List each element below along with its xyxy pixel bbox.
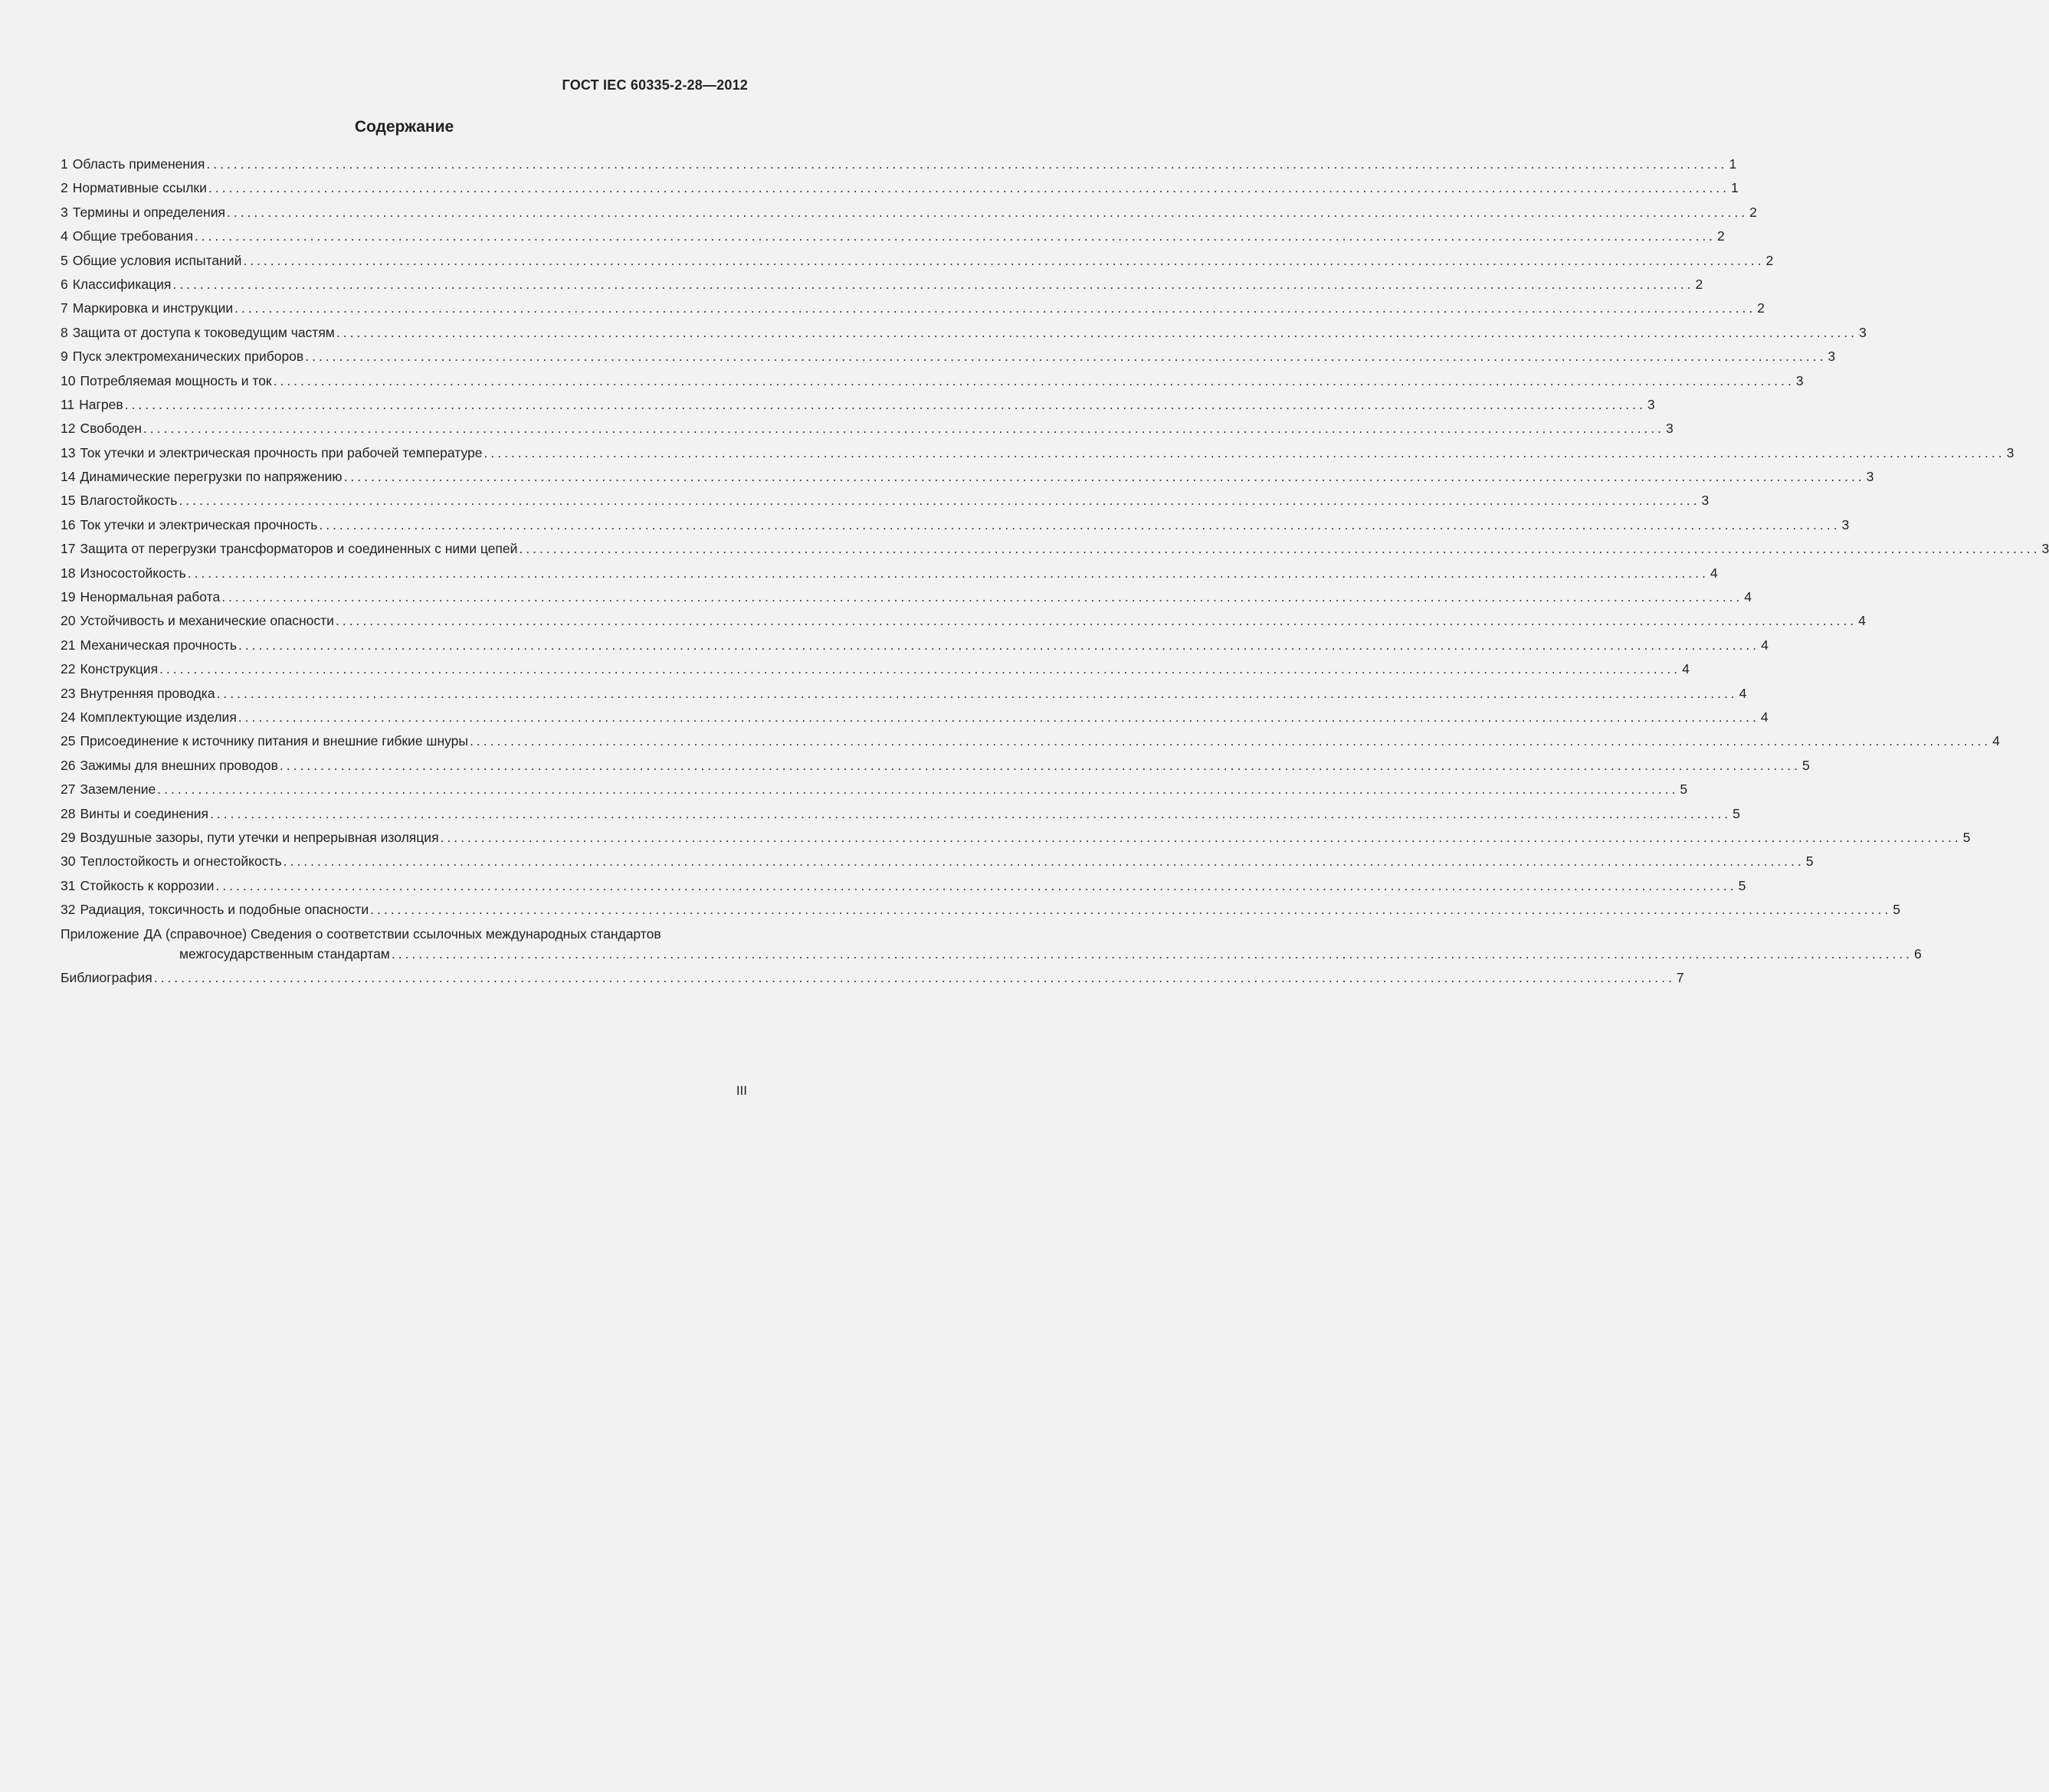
dot-leader: ................................................................................................................................................................................................................................	[194, 228, 1716, 244]
toc-entry	[61, 299, 1765, 323]
toc-entry-page: 2	[1765, 252, 1774, 268]
toc-entry	[61, 516, 1850, 539]
toc-entry-label: Винты и соединения	[80, 805, 209, 821]
toc-entry	[61, 372, 1804, 395]
dot-leader: ................................................................................................................................................................................................................................	[210, 805, 1732, 821]
page-number: III	[736, 1083, 747, 1098]
toc-entry-page: 5	[1805, 853, 1814, 870]
toc-entry-label: Механическая прочность	[80, 637, 237, 653]
toc-entry-label: Общие требования	[72, 228, 193, 244]
toc-entry-page: 1	[1730, 180, 1739, 196]
toc-entry	[61, 155, 1737, 179]
toc-entry-label: Классификация	[72, 276, 172, 292]
toc-entry-number: 10	[61, 372, 76, 388]
dot-leader: ................................................................................................................................................................................................................................	[343, 469, 1865, 485]
toc-entry-label: Внутренняя проводка	[80, 685, 215, 701]
toc-entry-number: 32	[61, 902, 76, 918]
toc-entry-number: 3	[61, 204, 68, 220]
toc-entry-number: 17	[61, 541, 76, 557]
toc-entry	[61, 444, 2015, 467]
toc-entry-page: 3	[1828, 349, 1836, 365]
toc-entry-label: Общие условия испытаний	[72, 252, 242, 268]
toc-entry-page: 5	[1893, 902, 1900, 918]
dot-leader: ................................................................................................................................................................................................................................	[519, 541, 2041, 557]
dot-leader: ................................................................................................................................................................................................................................	[187, 565, 1709, 581]
document-code: ГОСТ IEC 60335-2-28—2012	[562, 77, 748, 93]
dot-leader: ................................................................................................................................................................................................................................	[391, 945, 1913, 962]
dot-leader: ................................................................................................................................................................................................................................	[305, 349, 1827, 365]
dot-leader: ................................................................................................................................................................................................................................	[440, 829, 1962, 845]
toc-entry-number: 29	[61, 829, 76, 845]
dot-leader: ................................................................................................................................................................................................................................	[370, 902, 1892, 918]
toc-entry	[61, 732, 2000, 755]
dot-leader: ................................................................................................................................................................................................................................	[484, 444, 2005, 460]
dot-leader: ................................................................................................................................................................................................................................	[157, 781, 1679, 798]
toc-entry-label: Пуск электромеханических приборов	[72, 349, 304, 365]
toc-entry	[61, 564, 1718, 588]
toc-entry	[61, 708, 1769, 732]
toc-entry-page: 4	[1739, 685, 1747, 701]
toc-entry-page: 4	[1992, 733, 2000, 749]
toc-entry-page: 2	[1749, 204, 1757, 220]
toc-entry-number: 30	[61, 853, 76, 870]
dot-leader: ................................................................................................................................................................................................................................	[279, 757, 1801, 773]
toc-entry-label: Нагрев	[79, 396, 123, 412]
dot-leader: ................................................................................................................................................................................................................................	[283, 853, 1805, 870]
toc-entry-number: 31	[61, 877, 76, 893]
toc-entry-page: 5	[1802, 757, 1810, 773]
toc-entry	[61, 756, 1810, 780]
toc-entry-page: 3	[1866, 469, 1874, 485]
toc-entry-page: 4	[1761, 637, 1769, 653]
annex-title-line2: межгосударственным стандартам	[179, 945, 390, 962]
toc-entry-number: 23	[61, 685, 76, 701]
toc-entry-number: 4	[61, 228, 68, 244]
toc-entry	[61, 828, 1971, 852]
toc-entry-number: 27	[61, 781, 76, 798]
dot-leader: ................................................................................................................................................................................................................................	[215, 877, 1737, 893]
table-of-contents	[61, 155, 2049, 992]
annex-title-line1: ДА (справочное) Сведения о соответствии ссылочных международных стандартов	[143, 925, 661, 942]
toc-bibliography	[61, 968, 1684, 992]
toc-entry-page: 3	[1795, 372, 1804, 388]
dot-leader: ................................................................................................................................................................................................................................	[470, 733, 1992, 749]
toc-entry-page: 5	[1962, 829, 1971, 845]
toc-entry-number: 12	[61, 421, 76, 437]
toc-entry-label: Устойчивость и механические опасности	[80, 613, 334, 629]
toc-entry-label: Свободен	[80, 421, 142, 437]
toc-entry-number: 6	[61, 276, 68, 292]
toc-entry-label: Заземление	[80, 781, 156, 798]
toc-entry-number: 8	[61, 324, 68, 340]
toc-entry	[61, 227, 1725, 251]
dot-leader: ................................................................................................................................................................................................................................	[226, 204, 1749, 220]
toc-entry	[61, 275, 1703, 299]
bibliography-page: 7	[1676, 969, 1684, 985]
toc-entry-number: 20	[61, 613, 76, 629]
dot-leader: ................................................................................................................................................................................................................................	[206, 156, 1728, 172]
dot-leader: ................................................................................................................................................................................................................................	[221, 589, 1743, 605]
toc-entry-number: 22	[61, 661, 76, 677]
toc-entry-page: 4	[1710, 565, 1718, 581]
toc-entry	[61, 203, 1757, 227]
dot-leader: ................................................................................................................................................................................................................................	[153, 969, 1675, 985]
dot-leader: ................................................................................................................................................................................................................................	[319, 516, 1841, 532]
toc-entry-page: 3	[1841, 516, 1850, 532]
toc-entry-label: Теплостойкость и огнестойкость	[80, 853, 282, 870]
toc-entry-number: 2	[61, 180, 68, 196]
toc-entry-label: Зажимы для внешних проводов	[80, 757, 278, 773]
toc-entry-label: Маркировка и инструкции	[72, 300, 234, 316]
toc-entry-label: Стойкость к коррозии	[80, 877, 215, 893]
toc-entry	[61, 588, 1752, 611]
toc-entry	[61, 491, 1710, 515]
toc-entry-page: 4	[1682, 661, 1690, 677]
dot-leader: ................................................................................................................................................................................................................................	[143, 421, 1665, 437]
dot-leader: ................................................................................................................................................................................................................................	[238, 709, 1759, 725]
toc-entry-page: 4	[1760, 709, 1769, 725]
toc-entry-label: Износостойкость	[80, 565, 186, 581]
dot-leader: ................................................................................................................................................................................................................................	[172, 276, 1694, 292]
toc-entry-label: Защита от перегрузки трансформаторов и соединенных с ними цепей	[80, 541, 518, 557]
toc-entry-label: Влагостойкость	[80, 493, 178, 509]
toc-entry-number: 16	[61, 516, 76, 532]
dot-leader: ................................................................................................................................................................................................................................	[179, 493, 1700, 509]
toc-entry-number: 19	[61, 589, 76, 605]
toc-entry-number: 11	[61, 396, 75, 412]
toc-entry-page: 1	[1729, 156, 1737, 172]
toc-entry-number: 18	[61, 565, 76, 581]
toc-entry-page: 3	[1701, 493, 1710, 509]
toc-entry-label: Ток утечки и электрическая прочность при рабочей температуре	[80, 444, 483, 460]
bibliography-label: Библиография	[61, 969, 152, 985]
toc-entry	[61, 636, 1769, 660]
toc-entry-label: Защита от доступа к токоведущим частям	[72, 324, 335, 340]
toc-entry-page: 5	[1733, 805, 1740, 821]
toc-entry-page: 3	[2006, 444, 2015, 460]
toc-entry-label: Ненормальная работа	[80, 589, 221, 605]
dot-leader: ................................................................................................................................................................................................................................	[273, 372, 1795, 388]
toc-annex-line2	[61, 945, 1922, 968]
toc-entry-number: 14	[61, 469, 76, 485]
toc-entry	[61, 395, 1655, 419]
toc-entry	[61, 852, 1814, 876]
toc-entry-label: Область применения	[72, 156, 205, 172]
toc-entry-label: Термины и определения	[72, 204, 225, 220]
toc-entry-page: 3	[1666, 421, 1674, 437]
toc-entry	[61, 347, 1836, 371]
toc-entry-number: 9	[61, 349, 68, 365]
toc-entry	[61, 251, 1774, 275]
toc-entry-label: Присоединение к источнику питания и внешние гибкие шнуры	[80, 733, 468, 749]
toc-entry	[61, 179, 1739, 202]
dot-leader: ................................................................................................................................................................................................................................	[216, 685, 1738, 701]
toc-entry-label: Воздушные зазоры, пути утечки и непрерывная изоляция	[80, 829, 439, 845]
toc-entry-page: 2	[1695, 276, 1703, 292]
toc-entry-page: 2	[1717, 228, 1725, 244]
dot-leader: ................................................................................................................................................................................................................................	[335, 613, 1857, 629]
toc-entry	[61, 900, 1900, 924]
toc-entry	[61, 419, 1674, 443]
toc-entry-number: 1	[61, 156, 68, 172]
toc-entry	[61, 467, 1874, 491]
toc-entry	[61, 323, 1867, 347]
dot-leader: ................................................................................................................................................................................................................................	[208, 180, 1729, 196]
toc-entry-label: Потребляемая мощность и ток	[80, 372, 272, 388]
dot-leader: ................................................................................................................................................................................................................................	[238, 637, 1760, 653]
toc-entry-number: 24	[61, 709, 76, 725]
toc-entry	[61, 611, 1866, 635]
toc-entry-label: Комплектующие изделия	[80, 709, 237, 725]
dot-leader: ................................................................................................................................................................................................................................	[124, 396, 1646, 412]
toc-entry-number: 21	[61, 637, 76, 653]
toc-entry-label: Динамические перегрузки по напряжению	[80, 469, 343, 485]
annex-page: 6	[1913, 945, 1922, 962]
toc-entry-label: Ток утечки и электрическая прочность	[80, 516, 318, 532]
toc-entry-number: 28	[61, 805, 76, 821]
toc-entry-page: 4	[1858, 613, 1866, 629]
toc-entry-page: 5	[1680, 781, 1688, 798]
toc-entry-label: Конструкция	[80, 661, 159, 677]
toc-entry	[61, 780, 1688, 804]
toc-entry-number: 13	[61, 444, 76, 460]
dot-leader: ................................................................................................................................................................................................................................	[159, 661, 1681, 677]
toc-entry-page: 3	[1858, 324, 1867, 340]
toc-entry-page: 3	[2041, 541, 2049, 557]
toc-entry-number: 7	[61, 300, 68, 316]
dot-leader: ................................................................................................................................................................................................................................	[336, 324, 1857, 340]
toc-entry-label: Радиация, токсичность и подобные опасности	[80, 902, 369, 918]
toc-entry-number: 15	[61, 493, 76, 509]
toc-entry-page: 5	[1738, 877, 1746, 893]
toc-entry-page: 3	[1647, 396, 1655, 412]
toc-entry	[61, 684, 1747, 708]
toc-items	[61, 155, 2049, 925]
annex-prefix: Приложение	[61, 925, 139, 942]
toc-entry-page: 2	[1757, 300, 1765, 316]
toc-entry-label: Нормативные ссылки	[72, 180, 207, 196]
dot-leader: ................................................................................................................................................................................................................................	[234, 300, 1756, 316]
toc-title: Содержание	[354, 118, 454, 136]
toc-entry-number: 25	[61, 733, 76, 749]
toc-entry	[61, 804, 1740, 828]
toc-entry	[61, 539, 2049, 563]
toc-entry-page: 4	[1744, 589, 1752, 605]
toc-entry-number: 5	[61, 252, 68, 268]
toc-entry	[61, 876, 1746, 900]
dot-leader: ................................................................................................................................................................................................................................	[243, 252, 1765, 268]
toc-entry-number: 26	[61, 757, 76, 773]
toc-annex-line1	[61, 925, 740, 945]
toc-entry	[61, 660, 1690, 683]
